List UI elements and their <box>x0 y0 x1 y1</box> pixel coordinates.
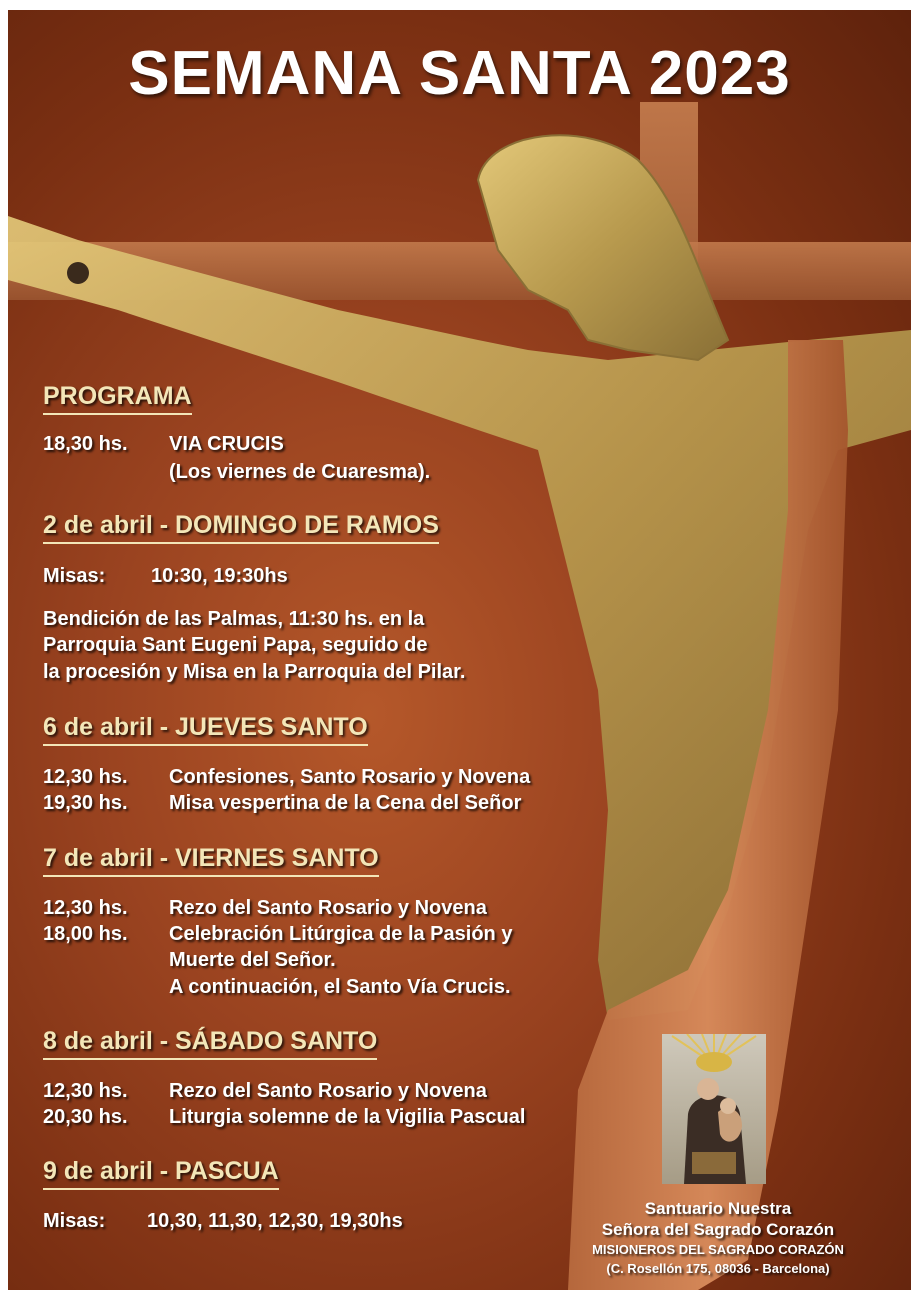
footer-line1: Santuario Nuestra <box>644 1199 792 1218</box>
jueves-item <box>43 766 530 789</box>
sabado-item <box>43 1080 487 1103</box>
domingo-misas-label: Misas: <box>43 565 106 587</box>
jueves-item-time: 19,30 hs. <box>43 792 128 814</box>
programa-time: 18,30 hs. <box>43 433 128 455</box>
viernes-heading: 7 de abril - VIERNES SANTO <box>43 844 379 877</box>
programa-event: VIA CRUCIS <box>169 433 284 455</box>
sabado-item <box>43 1106 525 1129</box>
viernes-item-time: 12,30 hs. <box>43 897 128 919</box>
sabado-heading: 8 de abril - SÁBADO SANTO <box>43 1027 377 1060</box>
pascua-heading: 9 de abril - PASCUA <box>43 1157 279 1190</box>
sanctuary-footer <box>548 1198 888 1278</box>
jueves-heading: 6 de abril - JUEVES SANTO <box>43 713 368 746</box>
jueves-item-text: Confesiones, Santo Rosario y Novena <box>169 766 531 788</box>
domingo-misas-times: 10:30, 19:30hs <box>151 565 288 587</box>
domingo-heading: 2 de abril - DOMINGO DE RAMOS <box>43 511 439 544</box>
viernes-item-time: 18,00 hs. <box>43 923 128 945</box>
virgin-and-child-icon <box>662 1034 766 1184</box>
programa-note: (Los viernes de Cuaresma). <box>169 461 431 483</box>
viernes-continuation: Muerte del Señor. <box>169 949 336 971</box>
poster-title: SEMANA SANTA 2023 <box>128 39 791 108</box>
pascua-misas-label: Misas: <box>43 1210 106 1232</box>
sabado-item-text: Rezo del Santo Rosario y Novena <box>169 1080 487 1102</box>
viernes-item-text: Celebración Litúrgica de la Pasión y <box>169 923 513 945</box>
domingo-text-line: Bendición de las Palmas, 11:30 hs. en la <box>43 608 425 630</box>
viernes-continuation: A continuación, el Santo Vía Crucis. <box>169 976 511 998</box>
nail <box>67 262 89 284</box>
footer-line3: MISIONEROS DEL SAGRADO CORAZÓN <box>592 1242 844 1257</box>
programa-line <box>43 433 284 456</box>
viernes-item <box>43 897 487 920</box>
programa-heading: PROGRAMA <box>43 382 192 415</box>
domingo-misas <box>43 565 288 588</box>
domingo-text-line: Parroquia Sant Eugeni Papa, seguido de <box>43 634 428 656</box>
sabado-item-text: Liturgia solemne de la Vigilia Pascual <box>169 1106 526 1128</box>
pascua-misas <box>43 1210 403 1233</box>
pascua-misas-times: 10,30, 11,30, 12,30, 19,30hs <box>147 1210 403 1232</box>
poster <box>8 10 911 1290</box>
domingo-text-line: la procesión y Misa en la Parroquia del Pilar. <box>43 661 466 683</box>
footer-line4: (C. Rosellón 175, 08036 - Barcelona) <box>606 1261 830 1276</box>
jueves-item-time: 12,30 hs. <box>43 766 128 788</box>
viernes-item <box>43 923 512 946</box>
virgin-and-child-image <box>662 1034 766 1184</box>
jueves-item <box>43 792 521 815</box>
jueves-item-text: Misa vespertina de la Cena del Señor <box>169 792 522 814</box>
sabado-item-time: 20,30 hs. <box>43 1106 128 1128</box>
sabado-item-time: 12,30 hs. <box>43 1080 128 1102</box>
viernes-item-text: Rezo del Santo Rosario y Novena <box>169 897 487 919</box>
footer-line2: Señora del Sagrado Corazón <box>601 1220 835 1239</box>
